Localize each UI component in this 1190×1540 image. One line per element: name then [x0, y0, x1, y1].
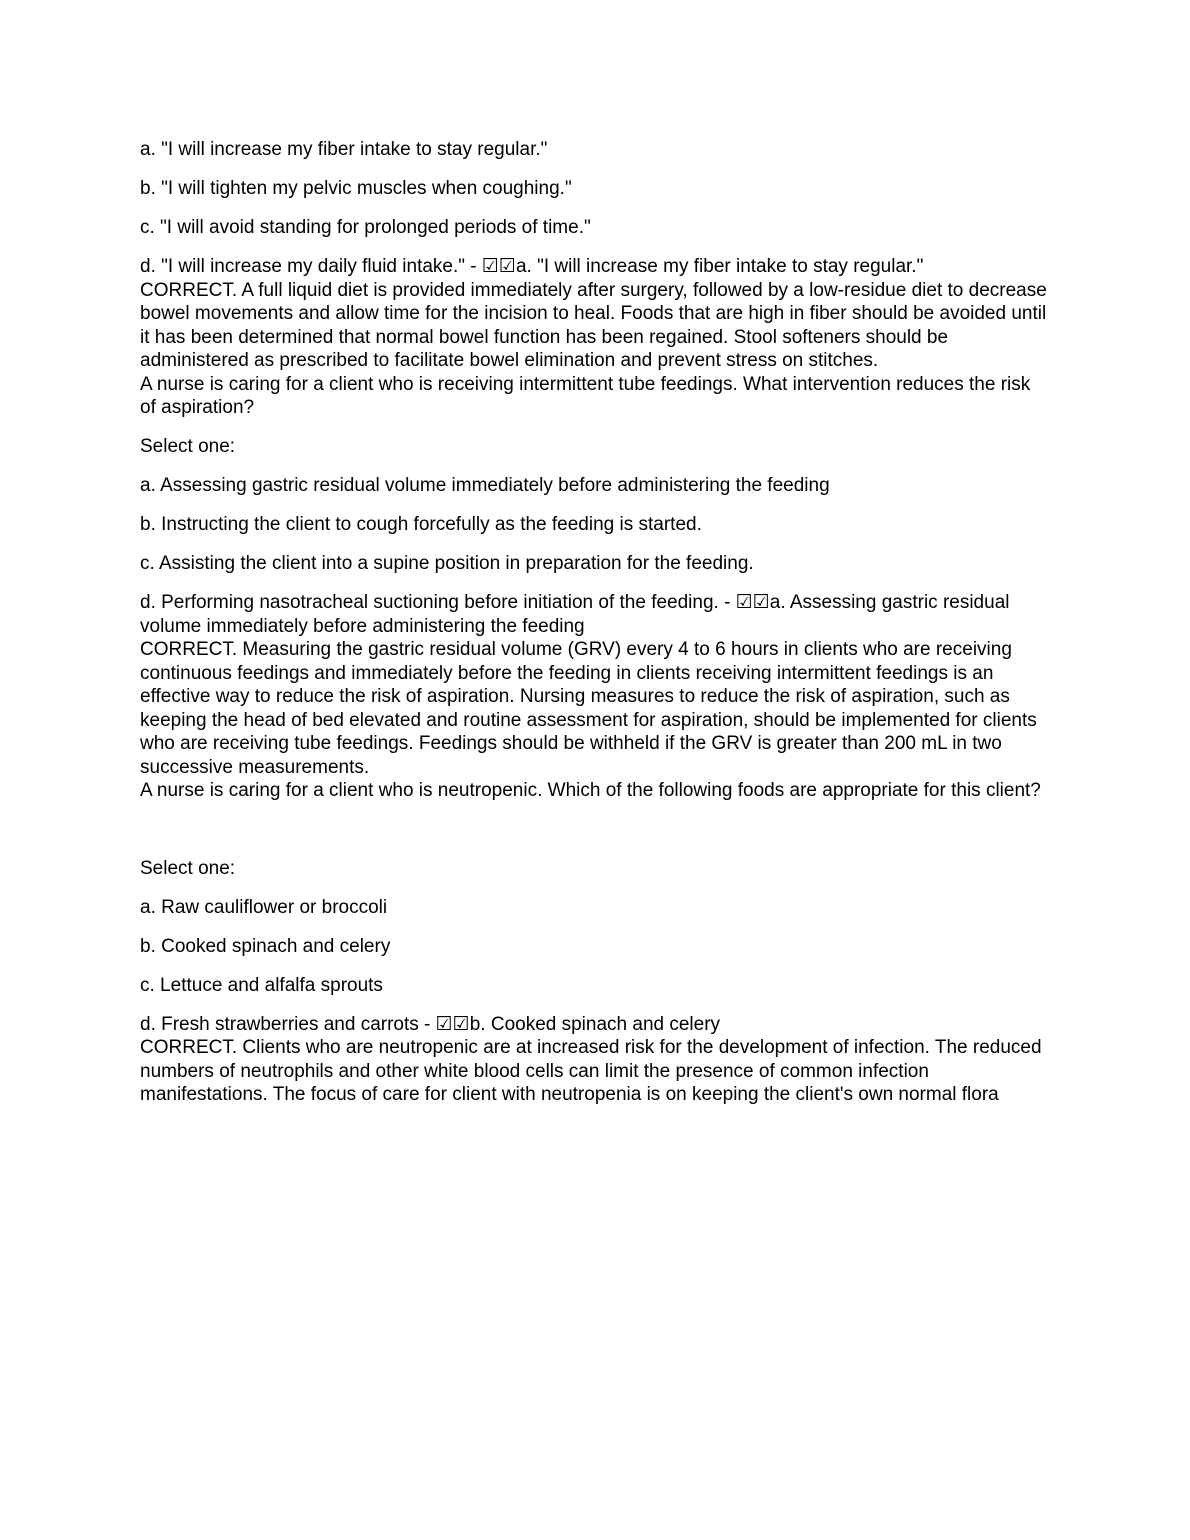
q1-rationale: CORRECT. A full liquid diet is provided immediately after surgery, followed by a low-residue diet to decrease bowel movements and allow time for the incision to heal. Foods that are high in fiber should be avoided until it has been determined that normal bowel function has been regained. Stool softeners should be administered as prescribed to facilitate bowel elimination and prevent stress on stitches. — [140, 279, 1047, 371]
q2-select-label: Select one: — [140, 436, 236, 457]
document-body — [140, 138, 1050, 1107]
q3-question: A nurse is caring for a client who is neutropenic. Which of the following foods are appropriate for this client? — [140, 780, 1041, 801]
q1-option-d-answer: d. "I will increase my daily fluid intake." - ☑☑a. "I will increase my fiber intake to stay regular." — [140, 256, 924, 277]
q1-option-b: b. "I will tighten my pelvic muscles when coughing." — [140, 178, 572, 199]
q2-option-d-answer: d. Performing nasotracheal suctioning before initiation of the feeding. - ☑☑a. Assessing gastric residual volume immediately before administering the feeding — [140, 592, 1010, 637]
q2-option-a: a. Assessing gastric residual volume immediately before administering the feeding — [140, 475, 830, 496]
q2-option-c: c. Assisting the client into a supine position in preparation for the feeding. — [140, 553, 754, 574]
q3-option-d-answer: d. Fresh strawberries and carrots - ☑☑b. Cooked spinach and celery — [140, 1013, 721, 1035]
q3-select-label: Select one: — [140, 857, 236, 879]
q1-option-c: c. "I will avoid standing for prolonged periods of time." — [140, 217, 591, 238]
q3-option-b: b. Cooked spinach and celery — [140, 935, 391, 957]
q1-option-a: a. "I will increase my fiber intake to stay regular." — [140, 139, 548, 160]
q3-rationale: CORRECT. Clients who are neutropenic are at increased risk for the development of infection. The reduced numbers of neutrophils and other white blood cells can limit the presence of common infection manifestations. The focus of care for client with neutropenia is on keeping the client's own normal flora — [140, 1037, 1042, 1105]
q3-option-c: c. Lettuce and alfalfa sprouts — [140, 974, 383, 996]
q2-option-b: b. Instructing the client to cough forcefully as the feeding is started. — [140, 514, 702, 535]
q2-question: A nurse is caring for a client who is receiving intermittent tube feedings. What intervention reduces the risk of aspiration? — [140, 373, 1031, 418]
q2-rationale: CORRECT. Measuring the gastric residual volume (GRV) every 4 to 6 hours in clients who are receiving continuous feedings and immediately before the feeding in clients receiving intermittent feedings is an effective way to reduce the risk of aspiration. Nursing measures to reduce the risk of aspiration, such as keeping the head of bed elevated and routine assessment for aspiration, should be implemented for clients who are receiving tube feedings. Feedings should be withheld if the GRV is greater than 200 mL in two successive measurements. — [140, 639, 1037, 778]
q3-option-a: a. Raw cauliflower or broccoli — [140, 896, 388, 918]
